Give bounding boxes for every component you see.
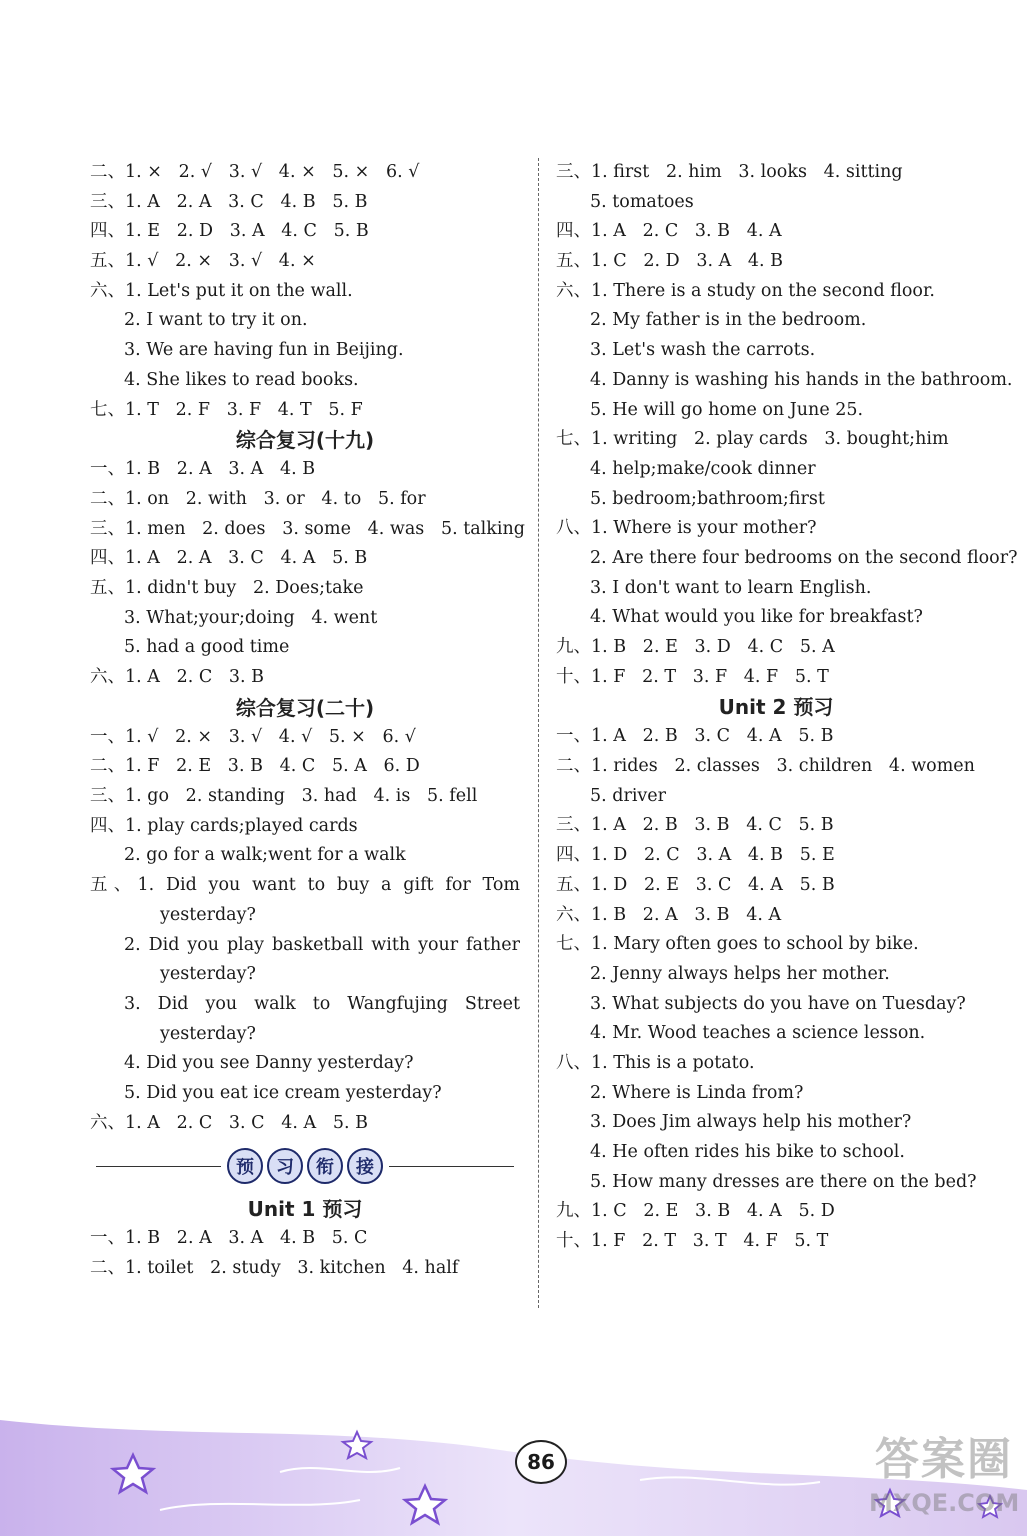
answer-line: 三、1. first 2. him 3. looks 4. sitting	[556, 162, 903, 182]
answer-line: 二、1. toilet 2. study 3. kitchen 4. half	[90, 1258, 459, 1278]
answer-line: 六、1. There is a study on the second floor.	[556, 280, 935, 301]
answer-line: 4. Danny is washing his hands in the bathroom.	[590, 369, 1013, 390]
answer-line: 5. Did you eat ice cream yesterday?	[124, 1082, 442, 1103]
answer-line: 三、1. men 2. does 3. some 4. was 5. talking	[90, 518, 525, 539]
answer-line: 五、1. √ 2. × 3. √ 4. ×	[90, 251, 316, 272]
section-heading: Unit 2 预习	[718, 695, 834, 720]
banner-char: 衔	[307, 1148, 343, 1184]
banner-char: 预	[227, 1148, 263, 1184]
answer-line: 2. My father is in the bedroom.	[590, 310, 867, 331]
answer-line: 一、1. B 2. A 3. A 4. B 5. C	[90, 1228, 368, 1249]
answer-line: 十、1. F 2. T 3. F 4. F 5. T	[556, 666, 829, 687]
answer-line: 六、1. A 2. C 3. C 4. A 5. B	[90, 1112, 368, 1133]
answer-line: 四、1. E 2. D 3. A 4. C 5. B	[90, 221, 369, 242]
banner-char: 接	[347, 1148, 383, 1184]
answer-line: 2. Did you play basketball with your father	[124, 934, 520, 955]
answer-line: yesterday?	[160, 964, 256, 985]
answer-line: 十、1. F 2. T 3. T 4. F 5. T	[556, 1231, 829, 1252]
answer-line: 3. What subjects do you have on Tuesday?	[590, 993, 966, 1014]
answer-line: 七、1. T 2. F 3. F 4. T 5. F	[90, 399, 363, 420]
answer-line: 5. bedroom;bathroom;first	[590, 488, 825, 509]
section-heading: Unit 1 预习	[247, 1197, 363, 1222]
answer-line: 4. She likes to read books.	[124, 369, 359, 390]
answer-line: 5. tomatoes	[590, 191, 694, 212]
banner-rule	[96, 1166, 221, 1168]
answer-line: 2. go for a walk;went for a walk	[124, 845, 406, 866]
section-banner	[90, 1144, 520, 1188]
answer-line: 4. help;make/cook dinner	[590, 458, 816, 479]
answer-line: 四、1. A 2. C 3. B 4. A	[556, 221, 782, 242]
answer-line: 六、1. B 2. A 3. B 4. A	[556, 904, 782, 925]
answer-line: 5. had a good time	[124, 637, 290, 658]
section-heading: 综合复习(二十)	[235, 695, 375, 720]
watermark	[869, 1432, 1019, 1530]
answer-line: 九、1. C 2. E 3. B 4. A 5. D	[556, 1201, 835, 1222]
answer-line: 3. I don't want to learn English.	[590, 577, 872, 598]
answer-line: 三、1. A 2. A 3. C 4. B 5. B	[90, 191, 368, 212]
answer-line: 一、1. A 2. B 3. C 4. A 5. B	[556, 726, 834, 747]
answer-line: 一、1. √ 2. × 3. √ 4. √ 5. × 6. √	[90, 726, 416, 747]
answer-line: 六、1. Let's put it on the wall.	[90, 280, 353, 301]
answer-line: 七、1. writing 2. play cards 3. bought;him	[556, 429, 949, 450]
answer-line: 5. He will go home on June 25.	[590, 399, 864, 420]
watermark-logo-text: 答案圈	[875, 1434, 1013, 1485]
answer-line: 4. Did you see Danny yesterday?	[124, 1053, 414, 1074]
answer-line: 二、1. rides 2. classes 3. children 4. women	[556, 756, 975, 777]
answer-line: 七、1. Mary often goes to school by bike.	[556, 934, 919, 955]
answer-line: 四、1. play cards;played cards	[90, 815, 358, 836]
answer-line: 3. Let's wash the carrots.	[590, 340, 816, 361]
answer-line: 五、1. C 2. D 3. A 4. B	[556, 251, 784, 272]
answer-line: 3. We are having fun in Beijing.	[124, 340, 404, 361]
answer-line: yesterday?	[160, 904, 256, 925]
answer-line: 四、1. A 2. A 3. C 4. A 5. B	[90, 548, 368, 569]
answer-line: 5. driver	[590, 785, 667, 806]
answer-line: 五、1. didn't buy 2. Does;take	[90, 577, 364, 598]
answer-line: 九、1. B 2. E 3. D 4. C 5. A	[556, 637, 835, 657]
answer-line: 2. Are there four bedrooms on the second floor?	[590, 547, 1018, 568]
banner-char: 习	[267, 1148, 303, 1184]
answer-line: 二、1. F 2. E 3. B 4. C 5. A 6. D	[90, 756, 420, 777]
answer-line: yesterday?	[160, 1023, 256, 1044]
left-answer-column	[90, 158, 525, 1284]
answer-line: 八、1. This is a potato.	[556, 1052, 755, 1073]
answer-line: 三、1. A 2. B 3. B 4. C 5. B	[556, 815, 834, 836]
answer-line: 八、1. Where is your mother?	[556, 518, 817, 539]
answer-line: 五、1. D 2. E 3. C 4. A 5. B	[556, 874, 835, 895]
answer-line: 六、1. A 2. C 3. B	[90, 667, 265, 687]
banner-chars	[227, 1148, 383, 1184]
banner-rule	[389, 1166, 514, 1168]
watermark-url: MXQE.COM	[869, 1489, 1020, 1517]
section-heading: 综合复习(十九)	[235, 428, 375, 453]
column-divider	[538, 158, 539, 1308]
answer-line: 2. Jenny always helps her mother.	[590, 963, 890, 984]
answer-line: 4. What would you like for breakfast?	[590, 607, 923, 628]
answer-line: 2. Where is Linda from?	[590, 1082, 804, 1103]
page-number: 86	[515, 1440, 567, 1484]
answer-line: 五、1. Did you want to buy a gift for Tom	[90, 875, 520, 896]
answer-line: 二、1. × 2. √ 3. √ 4. × 5. × 6. √	[90, 162, 420, 182]
answer-line: 四、1. D 2. C 3. A 4. B 5. E	[556, 845, 835, 866]
answer-line: 二、1. on 2. with 3. or 4. to 5. for	[90, 488, 426, 509]
answer-line: 4. He often rides his bike to school.	[590, 1142, 905, 1162]
answer-line: 3. What;your;doing 4. went	[124, 607, 378, 628]
answer-line: 5. How many dresses are there on the bed?	[590, 1171, 977, 1192]
right-answer-column	[556, 158, 1018, 1257]
answer-line: 3. Does Jim always help his mother?	[590, 1112, 912, 1133]
answer-line: 3. Did you walk to Wangfujing Street	[124, 993, 520, 1014]
answer-line: 4. Mr. Wood teaches a science lesson.	[590, 1023, 926, 1044]
answer-line: 三、1. go 2. standing 3. had 4. is 5. fell	[90, 786, 478, 807]
answer-line: 2. I want to try it on.	[124, 310, 308, 331]
answer-line: 一、1. B 2. A 3. A 4. B	[90, 459, 316, 480]
